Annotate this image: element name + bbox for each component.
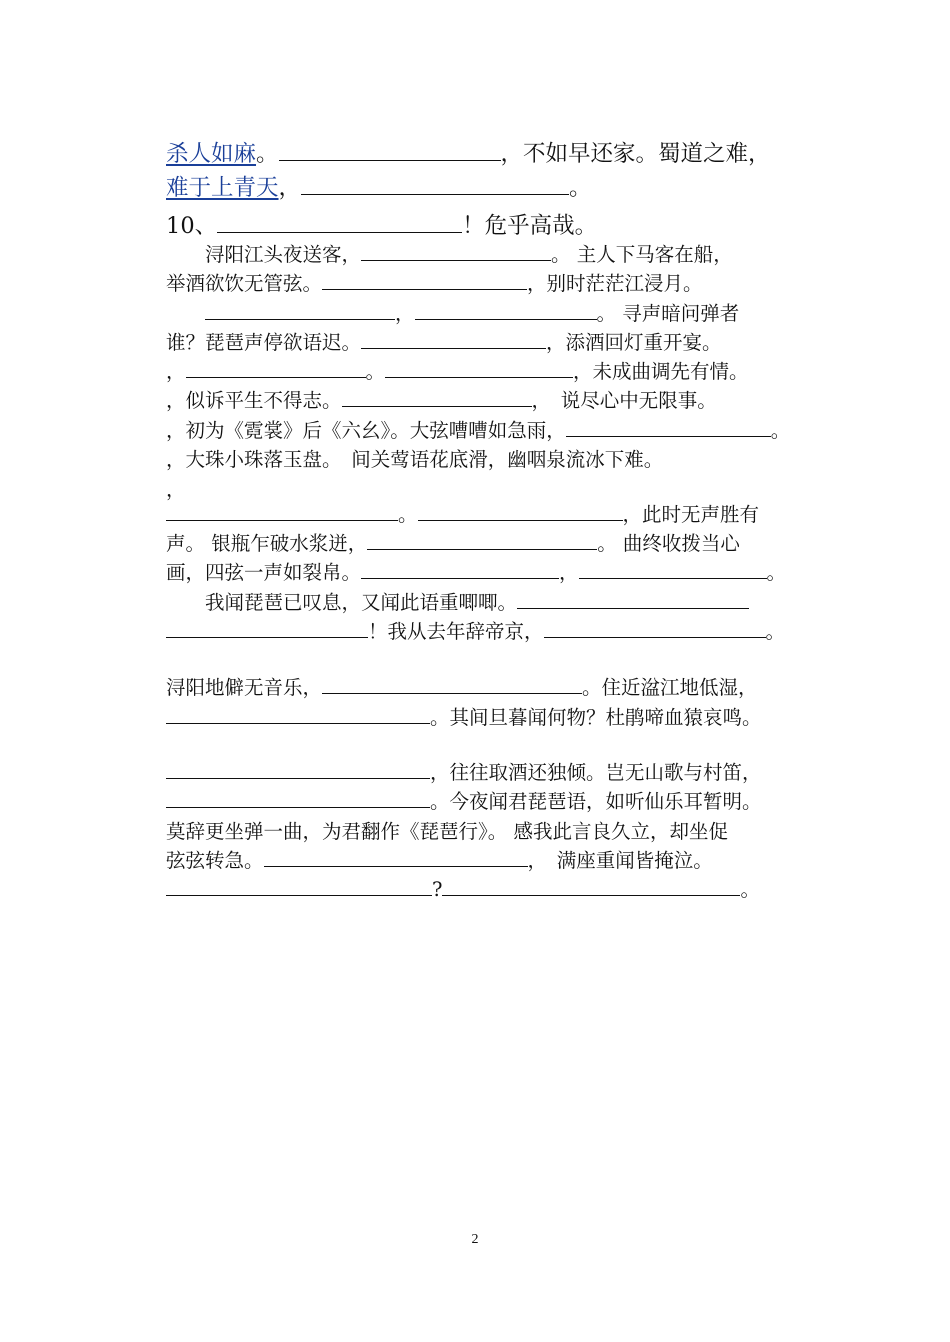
fill-in-blank[interactable] — [361, 331, 546, 349]
fill-in-blank[interactable] — [385, 360, 573, 378]
fill-in-blank[interactable] — [186, 360, 366, 378]
fill-in-blank[interactable] — [579, 561, 767, 579]
line-text: 。 — [740, 878, 760, 901]
hyperlink-text[interactable]: 难于上青天 — [166, 175, 279, 201]
text-line — [166, 272, 703, 296]
text-line — [166, 532, 740, 556]
line-text: 举酒欲饮无管弦。 — [166, 272, 323, 295]
line-text: ， — [559, 561, 579, 584]
fill-in-blank[interactable] — [279, 140, 501, 161]
line-text: 10、 — [166, 213, 218, 239]
line-text: ！我从去年辞帝京， — [368, 620, 544, 643]
line-text: 浔阳地僻无音乐， — [166, 676, 323, 699]
text-line — [166, 139, 771, 169]
fill-in-blank[interactable] — [166, 878, 432, 896]
fill-in-blank[interactable] — [205, 302, 395, 320]
fill-in-blank[interactable] — [415, 302, 597, 320]
fill-in-blank[interactable] — [301, 174, 569, 195]
line-text: 。 — [766, 561, 787, 584]
fill-in-blank[interactable] — [166, 790, 430, 808]
fill-in-blank[interactable] — [418, 503, 623, 521]
fill-in-blank[interactable] — [322, 272, 527, 290]
line-text: ， 说尽心中无限事。 — [531, 389, 717, 412]
fill-in-blank[interactable] — [264, 849, 528, 867]
fill-in-blank[interactable] — [342, 389, 532, 407]
text-line — [166, 620, 785, 644]
text-line — [166, 503, 759, 527]
line-text: 。今夜闻君琵琶语，如听仙乐耳暂明。 — [430, 790, 762, 813]
line-text: ， — [278, 175, 302, 201]
line-text: 画，四弦一声如裂帛。 — [166, 561, 362, 584]
text-line — [166, 478, 186, 502]
line-text: ， — [166, 360, 186, 383]
text-line — [166, 448, 663, 472]
fill-in-blank[interactable] — [217, 212, 462, 233]
line-text: ， — [166, 478, 186, 501]
page-number: 2 — [471, 1232, 479, 1247]
fill-in-blank[interactable] — [166, 706, 430, 724]
text-line — [166, 706, 762, 730]
line-text: ，似诉平生不得志。 — [166, 389, 342, 412]
fill-in-blank[interactable] — [166, 620, 368, 638]
line-text: 。 寻声暗问弹者 — [596, 302, 740, 325]
fill-in-blank[interactable] — [367, 532, 597, 550]
line-text: 我闻琵琶已叹息，又闻此语重唧唧。 — [166, 591, 518, 614]
line-text: 浔阳江头夜送客， — [166, 243, 362, 266]
line-text: 。 主人下马客在船， — [551, 243, 733, 266]
text-line — [166, 331, 722, 355]
fill-in-blank[interactable] — [322, 676, 582, 694]
text-line — [166, 849, 713, 873]
hyperlink-text[interactable]: 杀人如麻 — [166, 141, 257, 167]
text-line — [166, 761, 762, 785]
line-text: ，初为《霓裳》后《六幺》。大弦嘈嘈如急雨， — [166, 419, 566, 442]
fill-in-blank[interactable] — [166, 503, 398, 521]
text-line — [166, 419, 790, 443]
line-text: 谁？琵琶声停欲语迟。 — [166, 331, 362, 354]
text-line — [166, 591, 749, 615]
line-text: ，此时无声胜有 — [622, 503, 760, 526]
fill-in-blank[interactable] — [442, 878, 740, 896]
line-text: 。 — [765, 620, 786, 643]
line-text: ，添酒回灯重开宴。 — [546, 331, 722, 354]
text-line — [166, 790, 762, 814]
line-text: ，大珠小珠落玉盘。 间关莺语花底滑，幽咽泉流冰下难。 — [166, 448, 664, 471]
fill-in-blank[interactable] — [361, 243, 551, 261]
line-text: 。其间旦暮闻何物？杜鹃啼血猿哀鸣。 — [430, 706, 762, 729]
text-line — [166, 820, 728, 844]
line-text: 。 — [365, 360, 386, 383]
line-text: ，不如早还家。蜀道之难， — [500, 141, 771, 167]
text-line — [166, 676, 758, 700]
line-text: ！危乎高哉。 — [462, 213, 598, 239]
line-text: 。 — [398, 503, 418, 526]
line-text — [166, 302, 205, 325]
line-text: 。 — [256, 141, 279, 167]
line-text: ，未成曲调先有情。 — [573, 360, 749, 383]
text-line — [166, 561, 786, 585]
line-text: ， — [395, 302, 415, 325]
line-text: 。 — [569, 175, 592, 201]
line-text: 。 — [770, 419, 791, 442]
fill-in-blank[interactable] — [361, 561, 559, 579]
fill-in-blank[interactable] — [566, 419, 771, 437]
line-text: 。 曲终收拨当心 — [597, 532, 740, 555]
fill-in-blank[interactable] — [166, 761, 430, 779]
text-line — [166, 878, 760, 902]
line-text: ，往往取酒还独倾。岂无山歌与村笛， — [430, 761, 762, 784]
line-text: ? — [432, 878, 443, 901]
line-text: 弦弦转急。 — [166, 849, 264, 872]
fill-in-blank[interactable] — [544, 620, 766, 638]
line-text: ， 满座重闻皆掩泣。 — [527, 849, 713, 872]
text-line — [166, 243, 733, 267]
fill-in-blank[interactable] — [517, 591, 749, 609]
line-text: 声。 银瓶乍破水浆迸， — [166, 532, 368, 555]
text-line — [166, 360, 749, 384]
line-text: ，别时茫茫江浸月。 — [527, 272, 703, 295]
line-text: 莫辞更坐弹一曲，为君翻作《琵琶行》。 感我此言良久立，却坐促 — [166, 820, 728, 843]
text-line — [166, 389, 717, 413]
text-line — [166, 302, 739, 326]
text-line — [166, 211, 597, 241]
line-text: 。住近湓江地低湿， — [582, 676, 758, 699]
text-line — [166, 173, 592, 203]
